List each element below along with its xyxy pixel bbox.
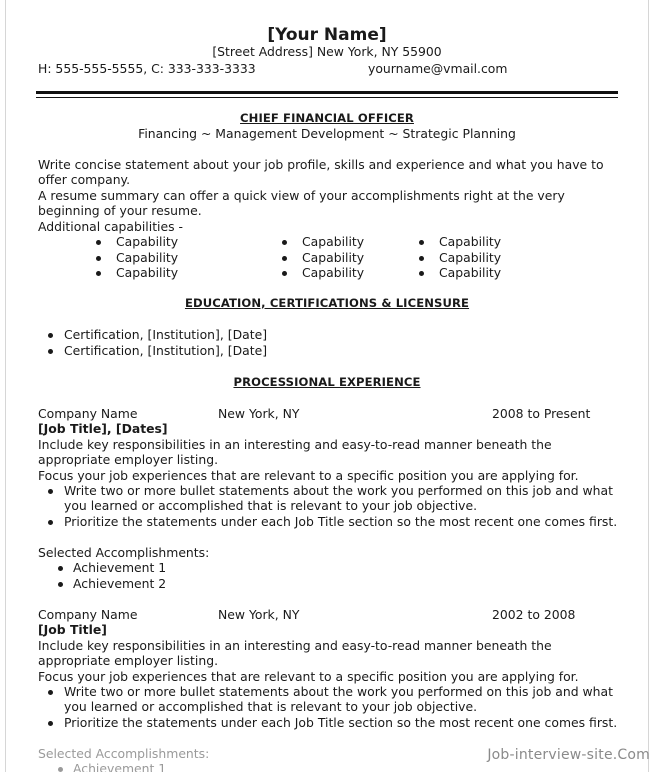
capability-item: Capability <box>282 250 364 266</box>
education-heading: EDUCATION, CERTIFICATIONS & LICENSURE <box>184 296 470 310</box>
bullet-icon <box>96 271 101 276</box>
job-description: appropriate employer listing. <box>38 653 219 668</box>
bullet-icon <box>419 240 424 245</box>
job-bullet: Prioritize the statements under each Job Title section so the most recent one comes first. <box>48 715 617 731</box>
bullet-icon <box>48 520 53 525</box>
bullet-icon <box>48 349 53 354</box>
header-rule-thin <box>36 97 618 98</box>
job-title: [Job Title], [Dates] <box>38 421 168 436</box>
certification-item: Certification, [Institution], [Date] <box>48 343 267 359</box>
achievement-item: Achievement 1 <box>58 560 166 576</box>
job-dates: 2002 to 2008 <box>492 607 576 622</box>
bullet-icon <box>48 489 53 494</box>
summary-line: A resume summary can offer a quick view of your accomplishments right at the very <box>38 188 565 203</box>
capability-item: Capability <box>282 265 364 281</box>
street-address: [Street Address] New York, NY 55900 <box>212 44 442 59</box>
job-description: Focus your job experiences that are relevant to a specific position you are applying for. <box>38 468 579 483</box>
resume-page <box>5 0 649 772</box>
header-rule-thick <box>36 91 618 94</box>
capability-item: Capability <box>419 234 501 250</box>
job-dates: 2008 to Present <box>492 406 591 421</box>
bullet-icon <box>96 256 101 261</box>
bullet-icon <box>282 271 287 276</box>
job-bullet: Prioritize the statements under each Job Title section so the most recent one comes first. <box>48 514 617 530</box>
bullet-icon <box>58 582 63 587</box>
email-address: yourname@vmail.com <box>368 61 508 76</box>
certification-item: Certification, [Institution], [Date] <box>48 327 267 343</box>
capability-item: Capability <box>96 265 178 281</box>
phone-numbers: H: 555-555-5555, C: 333-333-3333 <box>38 61 256 76</box>
job-bullet: Write two or more bullet statements about the work you performed on this job and what <box>48 684 613 700</box>
role-tagline: Financing ~ Management Development ~ Strategic Planning <box>138 126 516 141</box>
bullet-icon <box>58 566 63 571</box>
capabilities-label: Additional capabilities - <box>38 219 183 234</box>
achievement-item: Achievement 1 <box>58 761 166 772</box>
experience-heading: PROCESSIONAL EXPERIENCE <box>233 375 421 389</box>
summary-line: Write concise statement about your job profile, skills and experience and what you have to <box>38 157 604 172</box>
job-title: [Job Title] <box>38 622 107 637</box>
bullet-icon <box>58 767 63 772</box>
job-bullet-continued: you learned or accomplished that is relevant to your job objective. <box>64 699 478 714</box>
achievement-item: Achievement 2 <box>58 576 166 592</box>
capability-item: Capability <box>282 234 364 250</box>
bullet-icon <box>282 256 287 261</box>
capability-item: Capability <box>96 250 178 266</box>
job-description: appropriate employer listing. <box>38 452 219 467</box>
capability-item: Capability <box>96 234 178 250</box>
summary-line: beginning of your resume. <box>38 203 202 218</box>
bullet-icon <box>48 690 53 695</box>
company-location: New York, NY <box>218 406 300 421</box>
job-description: Include key responsibilities in an interesting and easy-to-read manner beneath the <box>38 638 552 653</box>
accomplishments-label: Selected Accomplishments: <box>38 545 210 560</box>
resume-name: [Your Name] <box>267 25 387 45</box>
capability-item: Capability <box>419 250 501 266</box>
role-title: CHIEF FINANCIAL OFFICER <box>240 111 414 125</box>
accomplishments-label: Selected Accomplishments: <box>38 746 210 761</box>
bullet-icon <box>419 271 424 276</box>
bullet-icon <box>282 240 287 245</box>
company-name: Company Name <box>38 607 138 622</box>
company-name: Company Name <box>38 406 138 421</box>
bullet-icon <box>48 721 53 726</box>
summary-line: offer company. <box>38 172 131 187</box>
site-watermark: Job-interview-site.Com <box>487 747 650 763</box>
capability-item: Capability <box>419 265 501 281</box>
bullet-icon <box>48 333 53 338</box>
job-description: Include key responsibilities in an interesting and easy-to-read manner beneath the <box>38 437 552 452</box>
bullet-icon <box>96 240 101 245</box>
job-bullet: Write two or more bullet statements about the work you performed on this job and what <box>48 483 613 499</box>
bullet-icon <box>419 256 424 261</box>
job-description: Focus your job experiences that are relevant to a specific position you are applying for. <box>38 669 579 684</box>
company-location: New York, NY <box>218 607 300 622</box>
job-bullet-continued: you learned or accomplished that is relevant to your job objective. <box>64 498 478 513</box>
